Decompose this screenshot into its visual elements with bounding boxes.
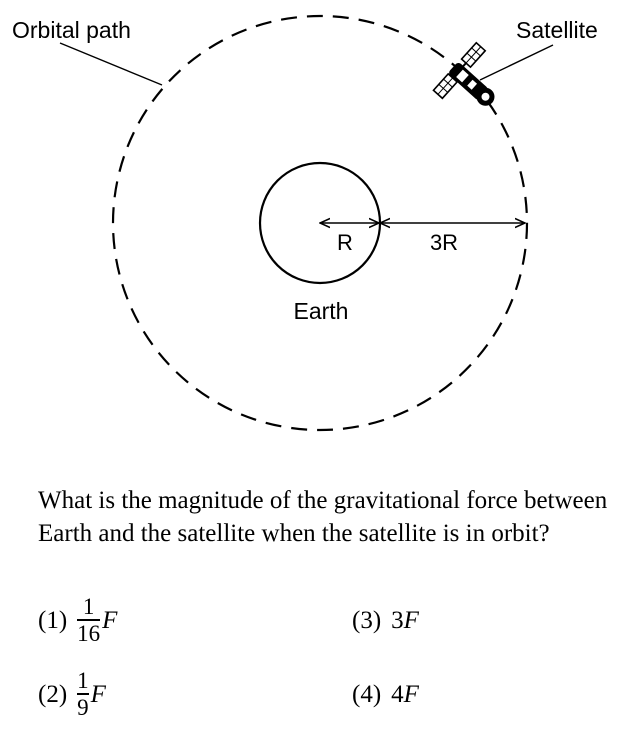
denominator: 16 xyxy=(77,620,101,646)
orbital-path-leader xyxy=(60,43,162,85)
choice-1[interactable] xyxy=(38,596,117,646)
denominator: 9 xyxy=(77,694,89,720)
variable: F xyxy=(403,607,419,634)
satellite-leader xyxy=(480,45,553,80)
variable: F xyxy=(403,681,419,708)
orbital-path-label: Orbital path xyxy=(12,17,131,43)
choice-number: (1) xyxy=(38,607,68,634)
satellite-label: Satellite xyxy=(516,17,598,43)
choice-number: (3) xyxy=(352,607,382,634)
fraction xyxy=(77,669,89,721)
r-label: R xyxy=(337,230,353,255)
choice-number: (2) xyxy=(38,681,68,708)
choice-number: (4) xyxy=(352,681,382,708)
3r-label: 3R xyxy=(429,230,459,255)
satellite-icon xyxy=(433,42,515,125)
choice-4[interactable] xyxy=(352,670,419,720)
choice-3[interactable] xyxy=(352,596,419,646)
fraction xyxy=(77,595,100,647)
numerator: 1 xyxy=(82,594,95,620)
coefficient: 4 xyxy=(391,681,404,708)
variable: F xyxy=(90,681,106,708)
coefficient: 3 xyxy=(391,607,404,634)
numerator: 1 xyxy=(77,668,89,694)
variable: F xyxy=(102,607,118,634)
earth-label: Earth xyxy=(293,298,349,324)
choice-2[interactable] xyxy=(38,670,106,720)
question-text: What is the magnitude of the gravitational force between Earth and the satellite when the satellite is in orbit? xyxy=(38,487,608,547)
